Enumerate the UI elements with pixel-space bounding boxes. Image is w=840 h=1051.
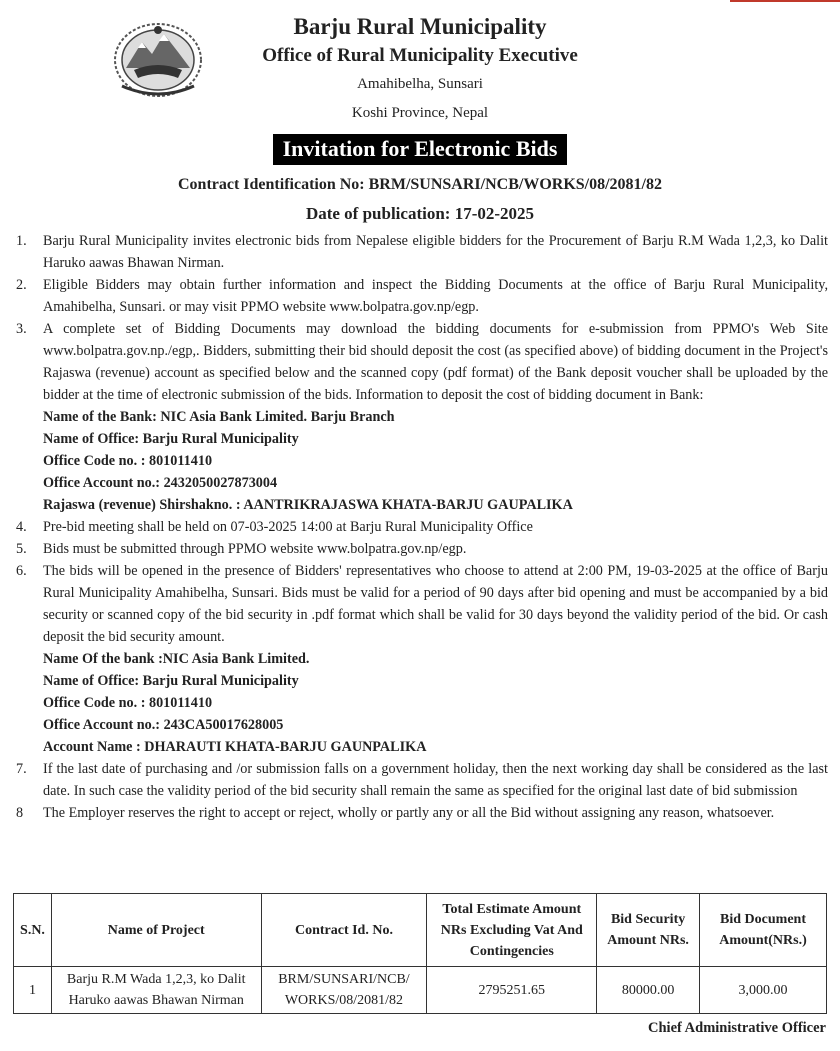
list-item: 4. Pre-bid meeting shall be held on 07-03-2025 14:00 at Barju Rural Municipality Office	[16, 519, 533, 535]
bank-detail-line: Office Code no. : 801011410	[43, 453, 213, 469]
contract-id-line: Contract Identification No: BRM/SUNSARI/NCB/WORKS/08/2081/82	[177, 176, 662, 193]
security-detail-line: Office Code no. : 801011410	[43, 695, 213, 711]
col-sn: S.N.	[14, 894, 52, 967]
office-name: Office of Rural Municipality Executive	[262, 45, 578, 66]
office-location: Amahibelha, Sunsari	[357, 76, 483, 92]
org-name: Barju Rural Municipality	[293, 14, 547, 39]
cell-project: Barju R.M Wada 1,2,3, ko Dalit Haruko aawas Bhawan Nirman	[51, 967, 261, 1014]
signatory: Chief Administrative Officer	[648, 1020, 826, 1036]
bid-table	[13, 893, 827, 1014]
cell-bid-document: 3,000.00	[700, 967, 827, 1014]
security-detail-line: Account Name : DHARAUTI KHATA-BARJU GAUNPALIKA	[43, 739, 427, 755]
list-item: 7. If the last date of purchasing and /or submission falls on a government holiday, then the next working day shall be considered as the last date. In such case the validity period of the bid security shall remain the same as specified for the original last date of bid submission	[16, 761, 828, 799]
bank-detail-line: Name of the Bank: NIC Asia Bank Limited. Barju Branch	[43, 409, 395, 425]
security-detail-line: Name Of the bank :NIC Asia Bank Limited.	[43, 651, 310, 667]
list-item: 3. A complete set of Bidding Documents may download the bidding documents for e-submission from PPMO's Web Site www.bolpatra.gov.np./egp,. Bidders, submitting their bid should deposit the cost (as specified above) of bidding document in the Project's Rajaswa (revenue) account as specified below and the scanned copy (pdf format) of the Bank deposit voucher shall be uploaded by the bidder at the time of electronic submission of the bids. Information to deposit the cost of bidding document in Bank:	[16, 321, 828, 403]
bank-detail-line: Office Account no.: 2432050027873004	[43, 475, 278, 491]
col-project: Name of Project	[51, 894, 261, 967]
bank-detail-line: Name of Office: Barju Rural Municipality	[43, 431, 299, 447]
list-item: 6. The bids will be opened in the presence of Bidders' representatives who choose to attend at 2:00 PM, 19-03-2025 at the office of Barju Rural Municipality Amahibelha, Sunsari. Bids must be valid for a period of 90 days after bid opening and must be accompanied by a bid security or scanned copy of the bid security in .pdf format which shall be valid for 30 days beyond the validity period of the bid. Or cash deposit the bid security amount.	[16, 563, 828, 645]
notice-title: Invitation for Electronic Bids	[273, 134, 568, 165]
notice-body	[16, 230, 828, 824]
cell-estimate: 2795251.65	[427, 967, 597, 1014]
office-province: Koshi Province, Nepal	[351, 105, 489, 121]
title-banner	[0, 134, 840, 165]
cell-contract-id: BRM/SUNSARI/NCB/ WORKS/08/2081/82	[261, 967, 427, 1014]
table-row	[14, 967, 827, 1014]
letterhead	[0, 12, 840, 128]
col-bid-document: Bid Document Amount(NRs.)	[700, 894, 827, 967]
top-accent-line	[730, 0, 840, 2]
security-detail-line: Office Account no.: 243CA50017628005	[43, 717, 284, 733]
table-header-row	[14, 894, 827, 967]
publication-date: Date of publication: 17-02-2025	[305, 204, 535, 223]
list-item: 2. Eligible Bidders may obtain further information and inspect the Bidding Documents at the office of Barju Rural Municipality, Amahibelha, Sunsari. or may visit PPMO website www.bolpatra.gov.np/egp.	[16, 277, 828, 315]
security-detail-line: Name of Office: Barju Rural Municipality	[43, 673, 299, 689]
list-item: 8 The Employer reserves the right to accept or reject, wholly or partly any or all the Bid without assigning any reason, whatsoever.	[16, 805, 775, 821]
col-bid-security: Bid Security Amount NRs.	[597, 894, 700, 967]
list-item: 5. Bids must be submitted through PPMO website www.bolpatra.gov.np/egp.	[16, 541, 467, 557]
list-item: 1. Barju Rural Municipality invites electronic bids from Nepalese eligible bidders for the Procurement of Barju R.M Wada 1,2,3, ko Dalit Haruko aawas Bhawan Nirman.	[16, 233, 828, 271]
col-estimate: Total Estimate Amount NRs Excluding Vat And Contingencies	[427, 894, 597, 967]
cell-sn: 1	[14, 967, 52, 1014]
bank-detail-line: Rajaswa (revenue) Shirshakno. : AANTRIKRAJASWA KHATA-BARJU GAUPALIKA	[43, 497, 573, 513]
col-contract-id: Contract Id. No.	[261, 894, 427, 967]
cell-bid-security: 80000.00	[597, 967, 700, 1014]
